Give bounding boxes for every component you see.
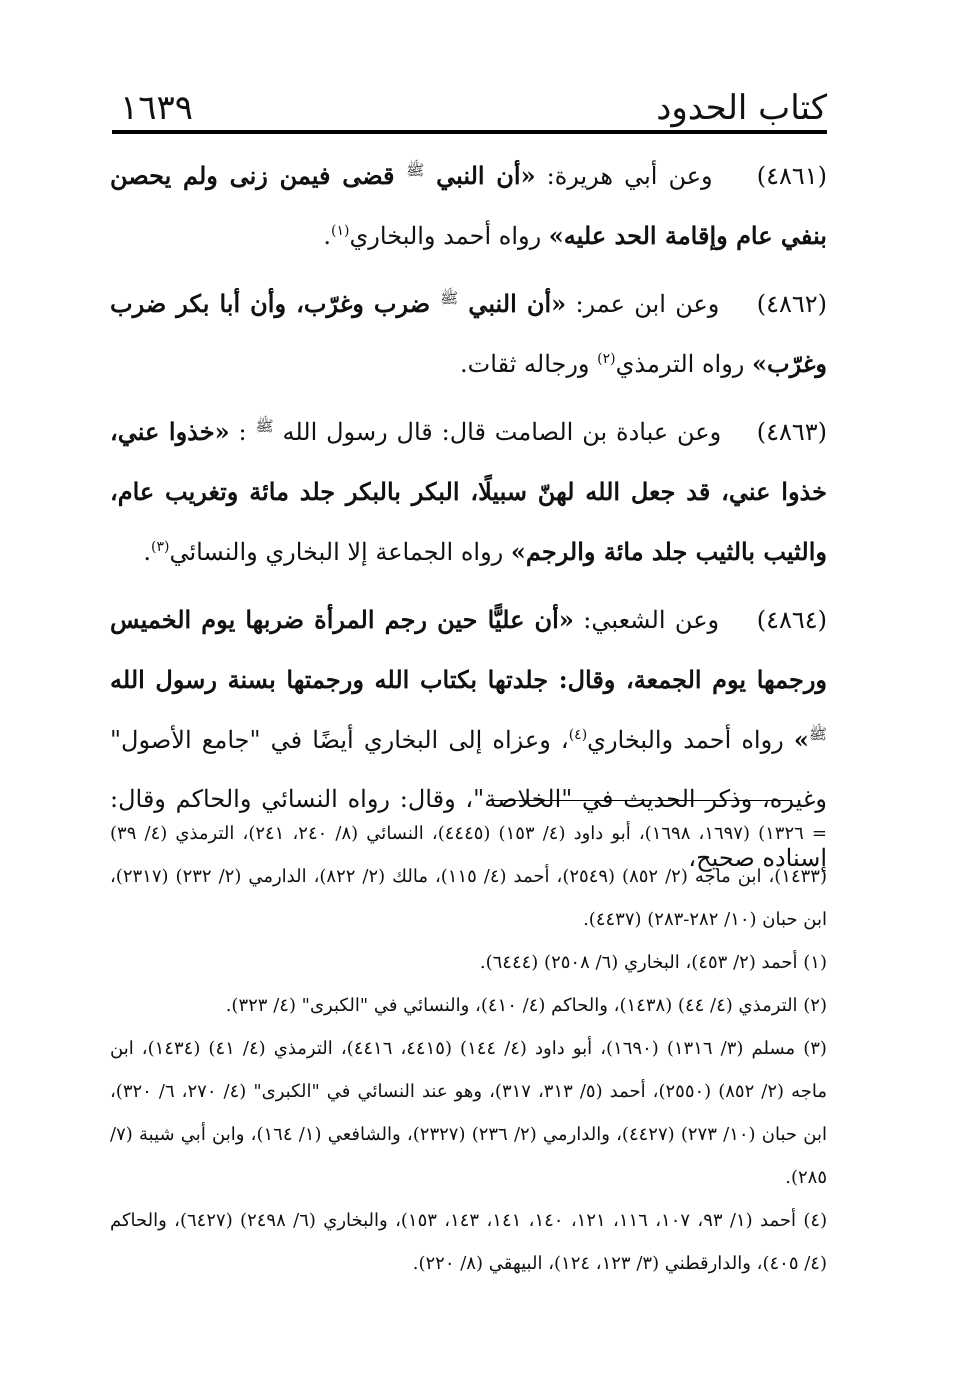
hadith-quote: «خذوا عني، خذوا عني، قد جعل الله لهنّ سبيلًا، البكر بالبكر جلد مائة وتغريب عام، والثيب بالثيب جلد مائة والرجم»	[110, 417, 827, 566]
footnote-ref: (١)	[331, 223, 350, 239]
footnote-2: (٢) الترمذي (٤/ ٤٤) (١٤٣٨)، والحاكم (٤/ ٤١٠)، والنسائي في "الكبرى" (٤/ ٣٢٣).	[225, 995, 827, 1016]
running-title: كتاب الحدود	[656, 88, 827, 128]
hadith-number: (٤٨٦٢)	[756, 290, 827, 318]
hadith-number: (٤٨٦١)	[756, 162, 827, 190]
hadith-source-end: ، وعزاه إلى البخاري أيضًا في "جامع الأصول" وغيره، وذكر الحديث في "الخلاصة"، وقال: رواه النسائي والحاكم وقال: إسناده صحيح،	[110, 726, 827, 872]
salutation-glyph: ﷺ	[440, 289, 459, 307]
hadith-quote: «أن النبي	[458, 289, 567, 318]
salutation-glyph: ﷺ	[255, 417, 274, 435]
hadith-number: (٤٨٦٣)	[756, 418, 828, 446]
footnote-continued: = ١٣٢٦) (١٦٩٧، ١٦٩٨)، أبو داود (٤/ ١٥٣) (٤٤٤٥)، النسائي (٨/ ٢٤٠، ٢٤١)، الترمذي (٤/ ٣٩) (١٤٣٣)، ابن ماجه (٢/ ٨٥٢) (٢٥٤٩)، أحمد (٤/ ١١٥)، مالك (٢/ ٨٢٢)، الدارمي (٢/ ٢٣٢) (٢٣١٧)، ابن حبان (١٠/ ٢٨٢-٢٨٣) (٤٤٣٧).	[110, 823, 828, 930]
salutation-glyph: ﷺ	[406, 161, 425, 179]
hadith-source-end: .	[143, 538, 152, 566]
footnote-separator	[492, 800, 792, 801]
hadith-4863	[110, 402, 827, 582]
hadith-source-end: ورجاله ثقات.	[460, 350, 598, 378]
hadith-source-end: .	[323, 222, 332, 250]
hadith-intro: وعن عبادة بن الصامت قال: قال رسول الله	[273, 418, 722, 446]
header-rule	[112, 130, 827, 134]
footnote-1: (١) أحمد (٢/ ٤٥٣)، البخاري (٦/ ٢٥٠٨) (٦٤٤٤).	[479, 952, 827, 973]
footnote-4: (٤) أحمد (١/ ٩٣، ١٠٧، ١١٦، ١٢١، ١٤٠، ١٤١، ١٤٣، ١٥٣)، والبخاري (٦/ ٢٤٩٨) (٦٤٢٧)، والحاكم (٤/ ٤٠٥)، والدارقطني (٣/ ١٢٣، ١٢٤)، البيهقي (٨/ ٢٢٠).	[110, 1210, 828, 1274]
salutation-glyph: ﷺ	[808, 725, 828, 743]
footnote-ref: (٣)	[151, 539, 170, 555]
hadith-quote-cont: قضى فيمن زنى ولم يحصن بنفي عام وإقامة الحد عليه»	[110, 161, 827, 250]
main-text	[110, 146, 827, 896]
hadith-number: (٤٨٦٤)	[756, 606, 827, 634]
hadith-intro: وعن الشعبي:	[573, 606, 720, 634]
hadith-4862	[110, 274, 827, 394]
hadith-quote: «أن عليًّا حين رجم المرأة ضربها يوم الخميس ورجمها يوم الجمعة، وقال: جلدتها بكتاب الله ورجمتها بسنة رسول الله	[110, 605, 827, 694]
page-header	[112, 88, 827, 132]
hadith-quote: «أن النبي	[424, 161, 536, 190]
hadith-quote-cont: ضرب وغرّب، وأن أبا بكر ضرب وغرّب»	[110, 289, 827, 378]
hadith-4861	[110, 146, 827, 266]
footnotes	[110, 812, 827, 1285]
hadith-intro: وعن أبي هريرة:	[535, 162, 713, 190]
footnote-3: (٣) مسلم (٣/ ١٣١٦) (١٦٩٠)، أبو داود (٤/ ١٤٤) (٤٤١٥، ٤٤١٦)، الترمذي (٤/ ٤١) (١٤٣٤)، ابن ماجه (٢/ ٨٥٢) (٢٥٥٠)، أحمد (٥/ ٣١٣، ٣١٧)، وهو عند النسائي في "الكبرى" (٤/ ٢٧٠، ٦/ ٣٢٠)، ابن حبان (١٠/ ٢٧٣) (٤٤٢٧)، والدارمي (٢/ ٢٣٦) (٢٣٢٧)، والشافعي (١/ ١٦٤)، وابن أبي شيبة (٧/ ٢٨٥).	[110, 1038, 828, 1188]
footnote-ref: (٢)	[597, 351, 616, 367]
hadith-source: رواه أحمد والبخاري	[587, 726, 794, 754]
hadith-quote-cont: »	[793, 725, 809, 754]
hadith-source: رواه الجماعة إلا البخاري والنسائي	[169, 538, 511, 566]
hadith-intro: وعن ابن عمر:	[566, 290, 720, 318]
page-number: ١٦٣٩	[120, 88, 194, 128]
footnote-ref: (٤)	[568, 727, 588, 743]
colon: :	[229, 418, 256, 446]
hadith-source: رواه أحمد والبخاري	[349, 222, 549, 250]
hadith-source: رواه الترمذي	[615, 350, 753, 378]
